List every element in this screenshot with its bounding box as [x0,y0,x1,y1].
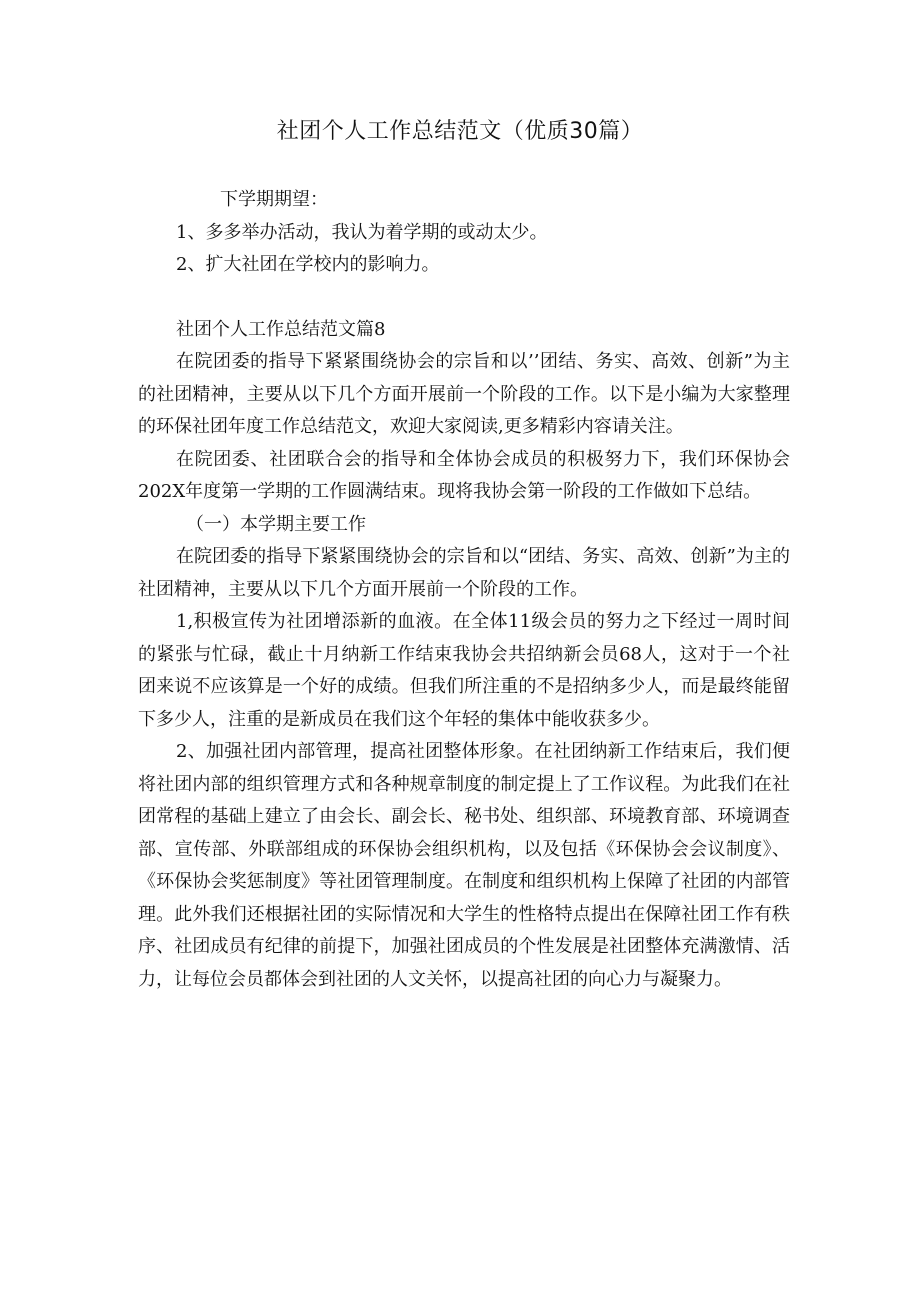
paragraph-management: 2、加强社团内部管理，提高社团整体形象。在社团纳新工作结束后，我们便将社团内部的组织管理方式和各种规章制度的制定提上了工作议程。为此我们在社团常程的基础上建立了由会长、副会长、秘书处、组织部、环境教育部、环境调查部、宣传部、外联部组成的环保协会组织机构，以及包括《环保协会会议制度》、《环保协会奖惩制度》等社团管理制度。在制度和组织机构上保障了社团的内部管理。此外我们还根据社团的实际情况和大学生的性格特点提出在保障社团工作有秩序、社团成员有纪律的前提下，加强社团成员的个性发展是社团整体充满激情、活力，让每位会员都体会到社团的人文关怀，以提高社团的向心力与凝聚力。 [138,741,790,990]
paragraph-summary: 在院团委、社团联合会的指导和全体协会成员的积极努力下，我们环保协会202X年度第一学期的工作圆满结束。现将我协会第一阶段的工作做如下总结。 [138,448,790,502]
paragraph-next-term-expectations: 下学期期望： [220,189,328,210]
paragraph-expectation-1: 1、多多举办活动，我认为着学期的或动太少。 [176,221,548,243]
subheading-main-work: （一）本学期主要工作 [186,513,366,535]
section-heading-article-8: 社团个人工作总结范文篇8 [176,318,386,340]
paragraph-intro: 在院团委的指导下紧紧围绕协会的宗旨和以’’团结、务实、高效、创新”为主的社团精神，主要从以下几个方面开展前一个阶段的工作。以下是小编为大家整理的环保社团年度工作总结范文，欢迎大家阅读,更多精彩内容请关注。 [138,351,790,437]
paragraph-expectation-2: 2、扩大社团在学校内的影响力。 [176,254,440,275]
document-body [138,184,790,996]
paragraph-recruitment: 1,积极宣传为社团增添新的血液。在全体11级会员的努力之下经过一周时间的紧张与忙碌，截止十月纳新工作结束我协会共招纳新会员68人，这对于一个社团来说不应该算是一个好的成绩。但我们所注重的不是招纳多少人，而是最终能留下多少人，注重的是新成员在我们这个年轻的集体中能收获多少。 [138,611,790,730]
paragraph-guidance: 在院团委的指导下紧紧围绕协会的宗旨和以“团结、务实、高效、创新”为主的社团精神，主要从以下几个方面开展前一个阶段的工作。 [138,546,790,600]
document-title: 社团个人工作总结范文（优质30篇） [276,119,644,144]
